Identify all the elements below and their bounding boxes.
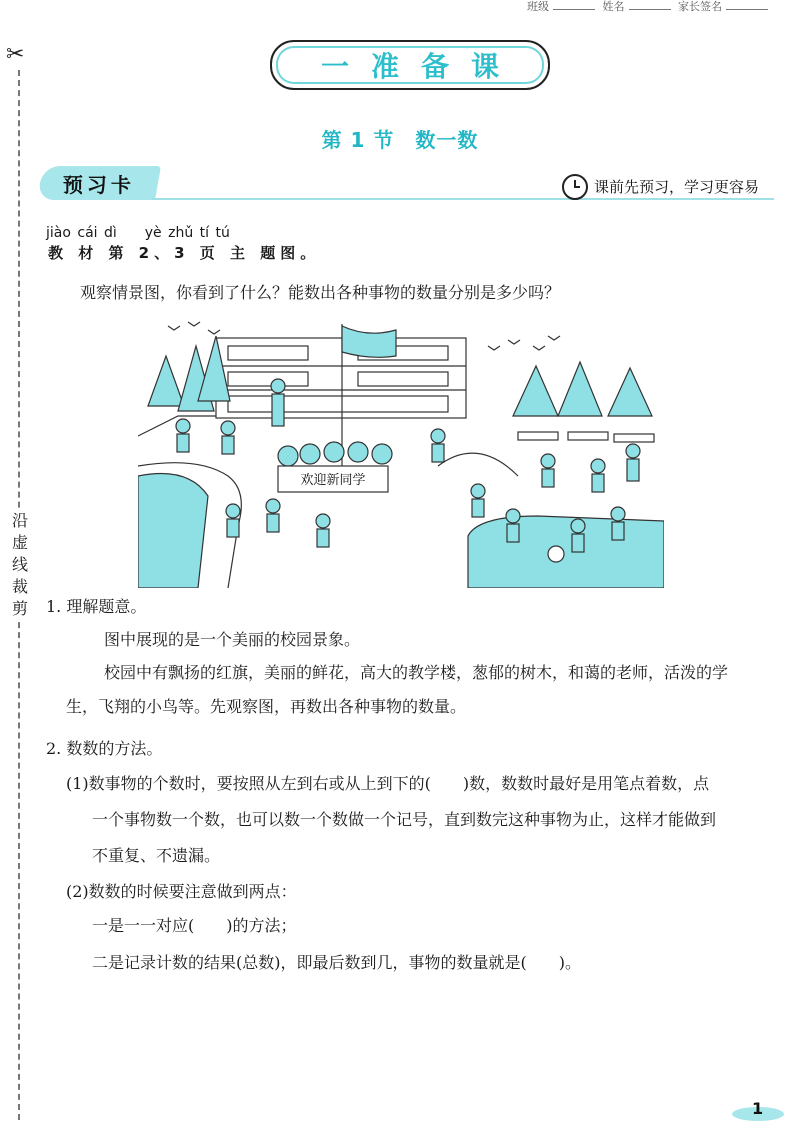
item2-step2-point2: 二是记录计数的结果(总数)，即最后数到几，事物的数量就是( )。 [92,953,581,972]
pinyin-line: jiào cái dì yè zhǔ tí tú [46,225,230,241]
name-label: 姓名 [602,0,625,13]
item2-step1-line2: 一个事物数一个数，也可以数一个数做一个记号，直到数完这种事物为止，这样才能做到 [92,810,717,829]
item2-step2-point1: 一是一一对应( )的方法； [92,916,297,935]
item2-step1-line1: (1)数事物的个数时，要按照从左到右或从上到下的( )数，数数时最好是用笔点着数，点 [66,774,710,793]
page-number: 1 [752,1099,764,1118]
section-title: 第 1 节 数一数 [321,128,479,152]
cut-instruction: 沿虚线裁剪 [11,511,28,618]
class-blank [553,9,595,10]
preview-rule [152,198,774,200]
parent-signature-blank [726,9,768,10]
campus-illustration [138,316,664,588]
item1-paragraph2-line2: 生，飞翔的小鸟等。先观察图，再数出各种事物的数量。 [66,697,467,716]
page-number-badge [730,1098,786,1122]
welcome-banner-text: 欢迎新同学 [300,473,366,488]
item1-paragraph2-line1: 校园中有飘扬的红旗，美丽的鲜花，高大的教学楼，葱郁的树木，和蔼的老师，活泼的学 [104,663,729,682]
item1-title: 1. 理解题意。 [46,597,147,616]
item2-step1-line3: 不重复、不遗漏。 [92,846,221,865]
preview-question: 观察情景图，你看到了什么？能数出各种事物的数量分别是多少吗？ [80,283,561,302]
scissors-icon: ✂ [6,42,25,67]
item1-paragraph1: 图中展现的是一个美丽的校园景象。 [104,630,361,649]
item2-step2: (2)数数的时候要注意做到两点： [66,882,297,901]
preview-tab [37,166,161,200]
parent-signature-label: 家长签名 [678,0,722,13]
name-blank [629,9,671,10]
textbook-reference: 教 材 第 2、3 页 主 题图。 [48,244,321,262]
class-label: 班级 [527,0,549,13]
item2-title: 2. 数数的方法。 [46,739,163,758]
chapter-banner [270,40,550,90]
chapter-title: 一准备课 [320,50,521,83]
header-fields [527,0,772,14]
alarm-clock-icon [562,174,588,200]
preview-tab-label: 预习卡 [63,172,135,197]
preview-tagline: 课前先预习，学习更容易 [594,178,760,196]
